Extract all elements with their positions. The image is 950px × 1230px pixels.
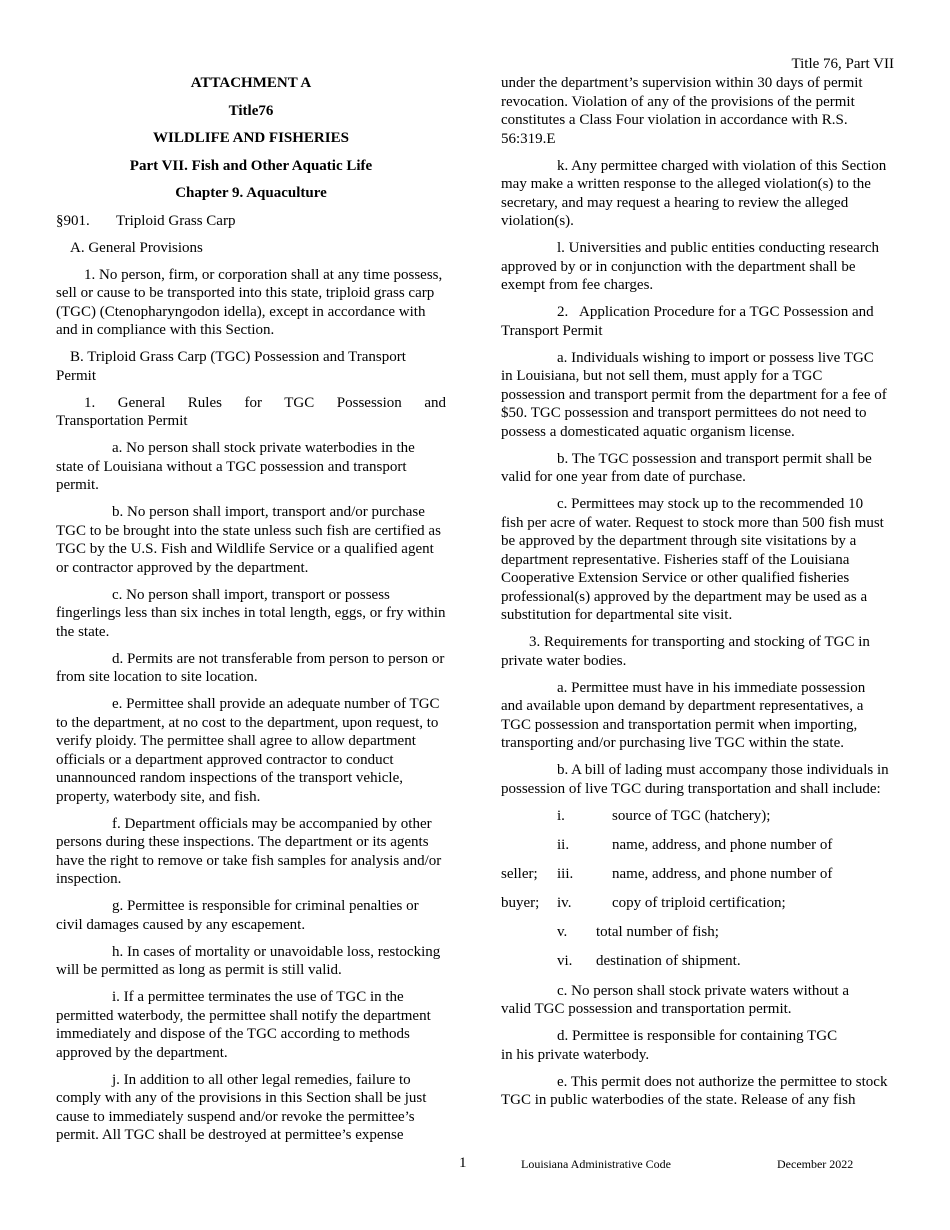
item-2a: a. Individuals wishing to import or possess live TGC in Louisiana, but not sell them, must apply for a TGC possession and transport permit from the department for a fee of $50. TGC possession and transport permittees do not need to possess a domesticated aquatic organism license. — [501, 349, 887, 440]
item-a: a. No person shall stock private waterbodies in the state of Louisiana without a TGC possession and transport permit. — [56, 440, 415, 493]
item-h: h. In cases of mortality or unavoidable loss, restocking will be permitted as long as permit is still valid. — [56, 943, 441, 978]
list-text-iv: copy of triploid certification; — [612, 894, 786, 911]
section-title: Triploid Grass Carp — [116, 212, 236, 229]
section-2-text: Application Procedure for a TGC Possession and Transport Permit — [501, 304, 874, 339]
section-number: §901. — [56, 212, 90, 229]
paragraph-b1-heading — [56, 394, 446, 431]
list-num-i: i. — [557, 807, 565, 824]
list-item-ii — [501, 836, 889, 865]
section-2-heading — [501, 303, 889, 340]
right-column — [501, 74, 889, 1118]
list-text-v: total number of fish; — [596, 923, 719, 940]
item-f: f. Department officials may be accompanied by other persons during these inspections. The department or its agents have the right to remove or take fish samples for analysis and/or inspection. — [56, 815, 442, 887]
subsection-b-heading: B. Triploid Grass Carp (TGC) Possession and Transport Permit — [56, 349, 406, 384]
section-3-heading: 3. Requirements for transporting and stocking of TGC in private water bodies. — [501, 634, 870, 669]
subsection-a-heading: A. General Provisions — [70, 239, 203, 256]
footer-date: December 2022 — [777, 1157, 854, 1171]
list-item-vi — [501, 952, 889, 982]
list-num-iv: iv. — [557, 894, 572, 911]
attachment-title: ATTACHMENT A — [190, 75, 312, 91]
list-text-i: source of TGC (hatchery); — [612, 807, 771, 824]
list-num-iii: iii. — [557, 865, 574, 882]
list-num-ii: ii. — [557, 836, 570, 853]
running-header: Title 76, Part VII — [791, 56, 894, 72]
list-pre-iii: seller; — [501, 865, 538, 882]
title-number: Title76 — [228, 102, 274, 119]
item-3c: c. No person shall stock private waters without a valid TGC possession and transportation permit. — [501, 982, 850, 1017]
b1-heading-line1: 1. General Rules for TGC Possession and — [84, 394, 446, 411]
item-2b: b. The TGC possession and transport permit shall be valid for one year from date of purchase. — [501, 450, 872, 485]
item-e: e. Permittee shall provide an adequate number of TGC to the department, at no cost to the department, upon request, to verify ploidy. The permittee shall agree to allow department officials or a department approved contractor to conduct unannounced random inspections of the transport vehicle, property, waterbody site, and fish. — [56, 696, 440, 805]
item-3d: d. Permittee is responsible for containing TGC in his private waterbody. — [501, 1028, 838, 1063]
section-2-number: 2. — [557, 304, 569, 320]
list-num-v: v. — [557, 923, 568, 940]
item-3a: a. Permittee must have in his immediate possession and available upon demand by department representatives, a TGC possession and transportation permit when importing, transporting and/or purchasing live TGC within the state. — [501, 679, 866, 751]
item-3b: b. A bill of lading must accompany those individuals in possession of live TGC during transportation and shall include: — [501, 762, 889, 797]
continued-paragraph: under the department’s supervision within 30 days of permit revocation. Violation of any of the provisions of the permit constitutes a Class Four violation in accordance with R.S. 56:319.E — [501, 75, 863, 147]
list-item-iv — [501, 894, 889, 923]
section-heading — [56, 212, 446, 231]
item-c: c. No person shall import, transport or possess fingerlings less than six inches in total length, eggs, or fry within the state. — [56, 586, 446, 640]
item-l: l. Universities and public entities conducting research approved by or in conjunction with the department shall be exempt from fee charges. — [501, 240, 879, 293]
title-name: WILDLIFE AND FISHERIES — [153, 130, 349, 146]
item-d: d. Permits are not transferable from person to person or from site location to site location. — [56, 650, 445, 685]
paragraph-a1: 1. No person, firm, or corporation shall at any time possess, sell or cause to be transported into this state, triploid grass carp (TGC) (Ctenopharyngodon idella), except in accordance with and in compliance with this Section. — [56, 266, 443, 338]
list-text-ii: name, address, and phone number of — [612, 836, 833, 853]
item-b: b. No person shall import, transport and/or purchase TGC to be brought into the state unless such fish are certified as TGC by the U.S. Fish and Wildlife Service or a qualified agent or contractor approved by the department. — [56, 504, 441, 576]
list-pre-iv: buyer; — [501, 894, 540, 911]
page-number: 1 — [459, 1155, 467, 1171]
footer-source: Louisiana Administrative Code — [521, 1157, 671, 1171]
item-k: k. Any permittee charged with violation of this Section may make a written response to the alleged violation(s) to the secretary, and may request a hearing to review the alleged violation(s). — [501, 157, 887, 229]
chapter-heading: Chapter 9. Aquaculture — [175, 185, 327, 201]
list-text-iii: name, address, and phone number of — [612, 865, 833, 882]
item-j: j. In addition to all other legal remedies, failure to comply with any of the provisions in this Section shall be just cause to immediately suspend and/or revoke the permittee’s permit. All TGC shall be destroyed at permittee’s expense — [56, 1071, 427, 1143]
list-text-vi: destination of shipment. — [596, 952, 741, 969]
item-i: i. If a permittee terminates the use of TGC in the permitted waterbody, the permittee shall notify the department immediately and dispose of the TGC according to methods approved by the department. — [56, 989, 431, 1061]
list-item-i — [501, 807, 889, 836]
item-2c: c. Permittees may stock up to the recommended 10 fish per acre of water. Request to stock more than 500 fish must be approved by the department through site visitations by a department representative. Fisheries staff of the Louisiana Cooperative Extension Service or other qualified fisheries professional(s) approved by the department may be used as a substitution for departmental site visit. — [501, 496, 884, 623]
list-item-v — [501, 923, 889, 952]
item-3e: e. This permit does not authorize the permittee to stock TGC in public waterbodies of the state. Release of any fish — [501, 1073, 888, 1108]
left-column — [56, 74, 446, 1153]
b1-heading-line2: Transportation Permit — [56, 413, 188, 429]
list-item-iii — [501, 865, 889, 894]
part-heading: Part VII. Fish and Other Aquatic Life — [129, 157, 373, 174]
list-num-vi: vi. — [557, 952, 573, 969]
item-g: g. Permittee is responsible for criminal penalties or civil damages caused by any escapement. — [56, 898, 419, 933]
